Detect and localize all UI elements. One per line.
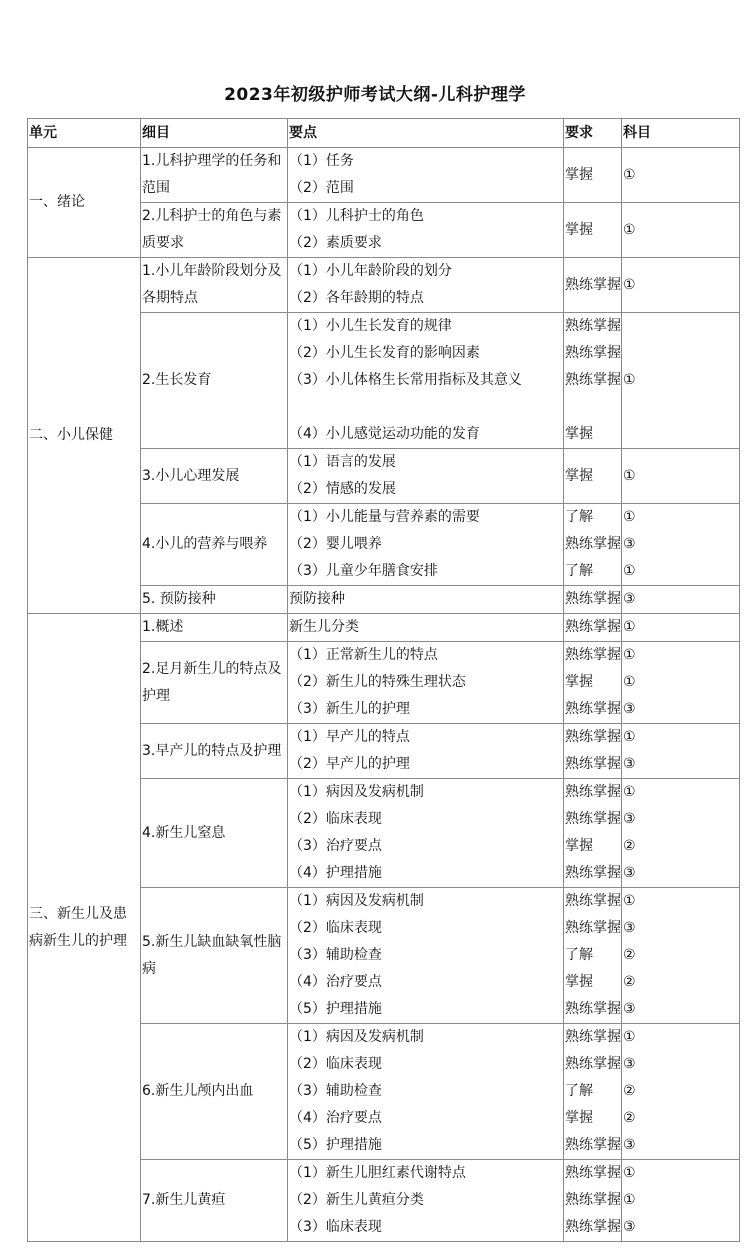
- point-line: （1）小儿年龄阶段的划分: [289, 263, 452, 279]
- requirement-value: 熟练掌握: [565, 619, 621, 635]
- item-cell: [141, 313, 288, 449]
- subject-value: ①: [623, 166, 636, 183]
- subject-value: ③: [623, 1137, 636, 1153]
- requirement-cell: [564, 148, 622, 203]
- point-line: （3）辅助检查: [289, 1083, 382, 1099]
- point-line: （2）新生儿的特殊生理状态: [289, 674, 466, 690]
- point-line: （2）范围: [289, 180, 354, 196]
- requirement-value: 了解: [565, 509, 593, 525]
- point-line: （1）任务: [289, 153, 354, 169]
- item-cell: [141, 724, 288, 779]
- point-line: （1）病因及发病机制: [289, 1029, 424, 1045]
- point-line: （2）早产儿的护理: [289, 756, 410, 772]
- points-cell: [288, 888, 564, 1024]
- point-line: （1）语言的发展: [289, 454, 396, 470]
- item-name: 2.生长发育: [142, 372, 212, 388]
- requirement-value: 熟练掌握: [565, 536, 621, 552]
- subject-value: ②: [623, 947, 636, 963]
- item-cell: [141, 586, 288, 614]
- requirement-cell: [564, 642, 622, 724]
- item-cell: [141, 1160, 288, 1242]
- points-cell: [288, 148, 564, 203]
- point-line: （1）病因及发病机制: [289, 893, 424, 909]
- requirement-value: 掌握: [565, 426, 593, 442]
- header-unit: 单元: [28, 119, 141, 148]
- subject-cell: [622, 148, 740, 203]
- subject-cell: [622, 1160, 740, 1242]
- unit-cell: [28, 258, 141, 614]
- item-name: 5.新生儿缺血缺氧性脑病: [142, 933, 282, 977]
- point-line: （2）情感的发展: [289, 481, 396, 497]
- subject-value: ②: [623, 838, 636, 854]
- item-cell: [141, 203, 288, 258]
- requirement-value: 熟练掌握: [565, 372, 621, 388]
- subject-value: ②: [623, 1083, 636, 1099]
- subject-value: ③: [623, 811, 636, 827]
- table-body: [28, 148, 740, 1242]
- point-line: （1）小儿能量与营养素的需要: [289, 509, 480, 525]
- requirement-value: 掌握: [565, 674, 593, 690]
- header-subject: 科目: [622, 119, 740, 148]
- points-cell: [288, 586, 564, 614]
- point-line: （1）早产儿的特点: [289, 729, 410, 745]
- subject-value: ③: [623, 1219, 636, 1235]
- point-line: （3）治疗要点: [289, 838, 382, 854]
- subject-cell: [622, 313, 740, 449]
- point-line: （4）治疗要点: [289, 1110, 382, 1126]
- requirement-value: 熟练掌握: [565, 784, 621, 800]
- item-cell: [141, 642, 288, 724]
- subject-value: ③: [623, 1056, 636, 1072]
- item-name: 1.小儿年龄阶段划分及各期特点: [142, 263, 282, 306]
- requirement-value: 熟练掌握: [565, 1056, 621, 1072]
- subject-value: ①: [623, 276, 636, 293]
- subject-cell: [622, 586, 740, 614]
- table-row: [28, 148, 740, 203]
- item-name: 3.早产儿的特点及护理: [142, 742, 282, 759]
- item-name: 7.新生儿黄疸: [142, 1192, 226, 1208]
- subject-cell: [622, 724, 740, 779]
- unit-cell: [28, 614, 141, 1242]
- requirement-value: 了解: [565, 947, 593, 963]
- item-name: 6.新生儿颅内出血: [142, 1083, 254, 1099]
- unit-name: 三、新生儿及患病新生儿的护理: [29, 905, 127, 949]
- requirement-value: 了解: [565, 563, 593, 579]
- requirement-cell: [564, 504, 622, 586]
- requirement-value: 熟练掌握: [565, 318, 621, 334]
- requirement-value: 掌握: [565, 838, 593, 854]
- item-name: 3.小儿心理发展: [142, 467, 240, 484]
- subject-value: ①: [623, 509, 636, 525]
- requirement-cell: [564, 1024, 622, 1160]
- point-line: （5）护理措施: [289, 1001, 382, 1017]
- points-cell: [288, 1024, 564, 1160]
- subject-value: ①: [623, 467, 636, 484]
- unit-cell: [28, 148, 141, 258]
- points-cell: [288, 779, 564, 888]
- requirement-value: 了解: [565, 1083, 593, 1099]
- point-line: （4）治疗要点: [289, 974, 382, 990]
- requirement-value: 熟练掌握: [565, 701, 621, 717]
- item-name: 4.新生儿窒息: [142, 824, 226, 841]
- subject-value: ①: [623, 221, 636, 238]
- requirement-cell: [564, 449, 622, 504]
- blank-line: [289, 394, 562, 421]
- requirement-value: 掌握: [565, 166, 593, 183]
- item-name: 1.儿科护理学的任务和范围: [142, 153, 282, 196]
- subject-value: ①: [623, 674, 636, 690]
- subject-value: ①: [623, 563, 636, 579]
- points-cell: [288, 642, 564, 724]
- item-name: 2.儿科护士的角色与素质要求: [142, 208, 282, 251]
- item-cell: [141, 148, 288, 203]
- point-line: （2）各年龄期的特点: [289, 290, 424, 306]
- item-cell: [141, 449, 288, 504]
- point-line: （2）新生儿黄疸分类: [289, 1192, 424, 1208]
- points-cell: [288, 203, 564, 258]
- subject-value: ①: [623, 372, 636, 388]
- requirement-value: 熟练掌握: [565, 811, 621, 827]
- unit-name: 二、小儿保健: [29, 427, 113, 443]
- subject-value: ①: [623, 893, 636, 909]
- requirement-value: 熟练掌握: [565, 1192, 621, 1208]
- blank-line: [565, 394, 620, 421]
- point-line: （2）临床表现: [289, 1056, 382, 1072]
- requirement-value: 熟练掌握: [565, 591, 621, 607]
- subject-value: ③: [623, 1001, 636, 1017]
- subject-value: ①: [623, 729, 636, 745]
- subject-value: ③: [623, 701, 636, 717]
- point-line: （2）临床表现: [289, 811, 382, 827]
- subject-value: ③: [623, 865, 636, 881]
- points-cell: [288, 258, 564, 313]
- subject-value: ①: [623, 1029, 636, 1045]
- point-line: （1）正常新生儿的特点: [289, 647, 438, 663]
- subject-value: ①: [623, 784, 636, 800]
- point-line: （2）临床表现: [289, 920, 382, 936]
- subject-value: ③: [623, 591, 636, 607]
- unit-name: 一、绪论: [29, 194, 85, 210]
- page-title: 2023年初级护师考试大纲-儿科护理学: [224, 85, 526, 105]
- header-item: 细目: [141, 119, 288, 148]
- item-name: 1.概述: [142, 619, 184, 635]
- requirement-value: 掌握: [565, 221, 593, 238]
- requirement-cell: [564, 1160, 622, 1242]
- points-cell: [288, 1160, 564, 1242]
- header-requirement: 要求: [564, 119, 622, 148]
- subject-cell: [622, 888, 740, 1024]
- subject-value: ①: [623, 1192, 636, 1208]
- point-line: （2）婴儿喂养: [289, 536, 382, 552]
- requirement-value: 熟练掌握: [565, 893, 621, 909]
- requirement-value: 熟练掌握: [565, 865, 621, 881]
- point-line: （5）护理措施: [289, 1137, 382, 1153]
- subject-value: ①: [623, 619, 636, 635]
- requirement-cell: [564, 724, 622, 779]
- item-cell: [141, 1024, 288, 1160]
- requirement-cell: [564, 258, 622, 313]
- requirement-cell: [564, 779, 622, 888]
- requirement-value: 掌握: [565, 1110, 593, 1126]
- subject-cell: [622, 449, 740, 504]
- item-name: 2.足月新生儿的特点及护理: [142, 660, 282, 704]
- item-cell: [141, 614, 288, 642]
- point-line: （1）儿科护士的角色: [289, 208, 424, 224]
- subject-cell: [622, 642, 740, 724]
- subject-cell: [622, 1024, 740, 1160]
- points-cell: [288, 313, 564, 449]
- point-line: （1）新生儿胆红素代谢特点: [289, 1165, 466, 1181]
- requirement-cell: [564, 313, 622, 449]
- subject-cell: [622, 779, 740, 888]
- requirement-value: 熟练掌握: [565, 276, 621, 293]
- requirement-value: 熟练掌握: [565, 345, 621, 361]
- point-line: （3）临床表现: [289, 1219, 382, 1235]
- item-cell: [141, 888, 288, 1024]
- requirement-cell: [564, 614, 622, 642]
- point-line: （1）病因及发病机制: [289, 784, 424, 800]
- item-cell: [141, 779, 288, 888]
- item-name: 5. 预防接种: [142, 591, 216, 607]
- item-cell: [141, 258, 288, 313]
- subject-cell: [622, 614, 740, 642]
- point-line: 新生儿分类: [289, 619, 359, 635]
- table-row: [28, 258, 740, 313]
- header-row: [28, 119, 740, 148]
- subject-cell: [622, 258, 740, 313]
- requirement-cell: [564, 888, 622, 1024]
- subject-value: ①: [623, 1165, 636, 1181]
- item-cell: [141, 504, 288, 586]
- subject-value: ①: [623, 647, 636, 663]
- table-row: [28, 614, 740, 642]
- requirement-value: 熟练掌握: [565, 1219, 621, 1235]
- requirement-value: 熟练掌握: [565, 1165, 621, 1181]
- point-line: （4）护理措施: [289, 865, 382, 881]
- requirement-value: 熟练掌握: [565, 1137, 621, 1153]
- requirement-cell: [564, 586, 622, 614]
- header-points: 要点: [288, 119, 564, 148]
- requirement-value: 熟练掌握: [565, 1029, 621, 1045]
- point-line: （1）小儿生长发育的规律: [289, 318, 452, 334]
- requirement-value: 熟练掌握: [565, 920, 621, 936]
- point-line: （3）小儿体格生长常用指标及其意义: [289, 372, 522, 388]
- point-line: （4）小儿感觉运动功能的发育: [289, 426, 480, 442]
- syllabus-table: [27, 118, 740, 1242]
- item-name: 4.小儿的营养与喂养: [142, 536, 268, 552]
- subject-cell: [622, 504, 740, 586]
- subject-value: ③: [623, 756, 636, 772]
- requirement-value: 熟练掌握: [565, 729, 621, 745]
- point-line: （2）小儿生长发育的影响因素: [289, 345, 480, 361]
- points-cell: [288, 724, 564, 779]
- subject-value: ②: [623, 974, 636, 990]
- subject-value: ②: [623, 1110, 636, 1126]
- points-cell: [288, 449, 564, 504]
- point-line: 预防接种: [289, 591, 345, 607]
- subject-value: ③: [623, 920, 636, 936]
- requirement-value: 熟练掌握: [565, 1001, 621, 1017]
- requirement-value: 掌握: [565, 974, 593, 990]
- points-cell: [288, 614, 564, 642]
- requirement-cell: [564, 203, 622, 258]
- subject-value: ③: [623, 536, 636, 552]
- requirement-value: 熟练掌握: [565, 756, 621, 772]
- subject-cell: [622, 203, 740, 258]
- requirement-value: 熟练掌握: [565, 647, 621, 663]
- points-cell: [288, 504, 564, 586]
- point-line: （2）素质要求: [289, 235, 382, 251]
- requirement-value: 掌握: [565, 467, 593, 484]
- point-line: （3）儿童少年膳食安排: [289, 563, 438, 579]
- point-line: （3）新生儿的护理: [289, 701, 410, 717]
- point-line: （3）辅助检查: [289, 947, 382, 963]
